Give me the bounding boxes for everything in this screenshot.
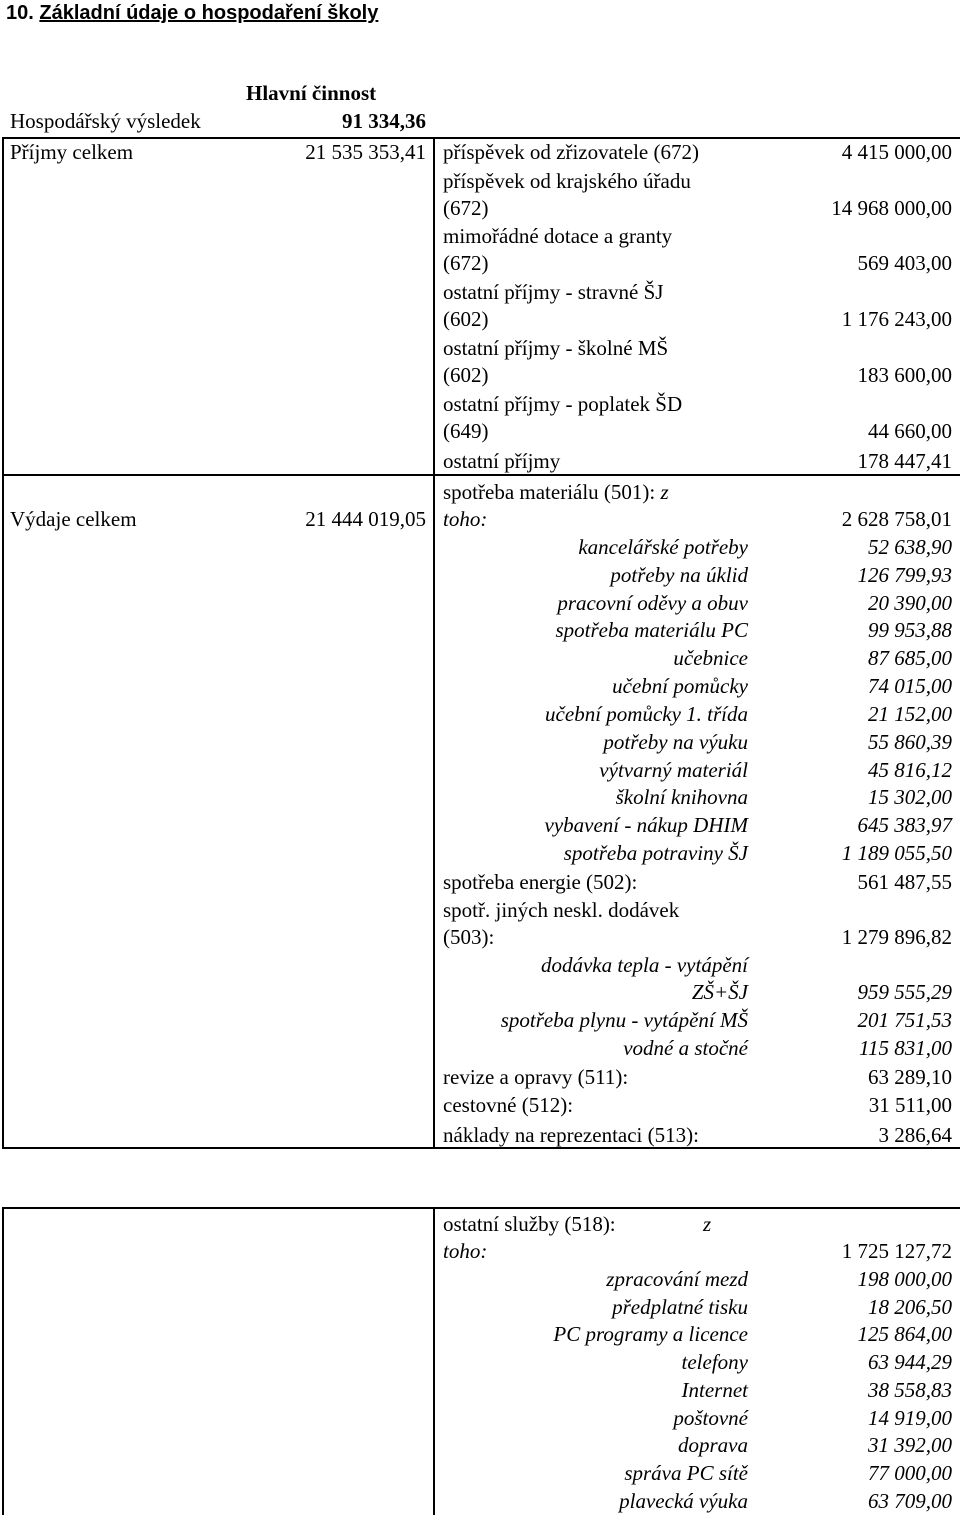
services-label: ostatní služby (518):: [443, 1212, 616, 1236]
water-label: vodné a stočné: [623, 1036, 748, 1060]
services-item-value: 198 000,00: [857, 1267, 952, 1291]
income-total: 21 535 353,41: [305, 140, 426, 164]
material-item-value: 99 953,88: [868, 618, 952, 642]
section-title: [6, 0, 378, 26]
material-item-value: 1 189 055,50: [841, 841, 952, 865]
services-item-label: správa PC sítě: [624, 1461, 748, 1485]
material-item-label: vybavení - nákup DHIM: [544, 813, 748, 837]
services-item-label: plavecká výuka: [619, 1489, 748, 1513]
table2-top-border: [2, 1207, 960, 1209]
table2-left-border: [2, 1207, 4, 1515]
income-item-label: ostatní příjmy - stravné ŠJ: [443, 280, 664, 304]
energy-label: spotřeba energie (502):: [443, 870, 638, 894]
energy-value: 561 487,55: [857, 870, 952, 894]
heating-label: dodávka tepla - vytápění: [540, 953, 748, 977]
material-item-value: 15 302,00: [868, 785, 952, 809]
services-item-label: zpracování mezd: [606, 1267, 748, 1291]
material-item-label: potřeby na úklid: [610, 563, 748, 587]
material-item-label: učebnice: [673, 646, 748, 670]
material-toho: toho:: [443, 507, 488, 531]
services-item-label: telefony: [681, 1350, 748, 1374]
other-supplies-label: spotř. jiných neskl. dodávek: [443, 898, 680, 922]
gas-value: 201 751,53: [857, 1008, 952, 1032]
income-item-code: (649): [443, 419, 489, 443]
services-item-value: 31 392,00: [868, 1433, 952, 1457]
material-item-value: 45 816,12: [868, 758, 952, 782]
services-item-value: 63 944,29: [868, 1350, 952, 1374]
material-item-label: potřeby na výuku: [603, 730, 748, 754]
services-item-label: PC programy a licence: [553, 1322, 748, 1346]
material-item-value: 87 685,00: [868, 646, 952, 670]
table-column-divider: [433, 137, 435, 1149]
material-item-value: 126 799,93: [857, 563, 952, 587]
material-item-value: 21 152,00: [868, 702, 952, 726]
income-item-value: 44 660,00: [868, 419, 952, 443]
income-label: Příjmy celkem: [10, 140, 134, 164]
income-item-code: (672): [443, 196, 489, 220]
gas-label: spotřeba plynu - vytápění MŠ: [500, 1008, 748, 1032]
income-item-value: 4 415 000,00: [841, 140, 952, 164]
travel-value: 31 511,00: [868, 1093, 952, 1117]
income-item-label: ostatní příjmy - školné MŠ: [443, 336, 669, 360]
income-item-code: (602): [443, 307, 489, 331]
services-item-value: 14 919,00: [868, 1406, 952, 1430]
result-label: Hospodářský výsledek: [10, 109, 201, 133]
income-item-label: příspěvek od zřizovatele (672): [443, 140, 699, 164]
material-item-value: 645 383,97: [857, 813, 952, 837]
section-title-text: Základní údaje o hospodaření školy: [39, 2, 379, 24]
main-activity-header: Hlavní činnost: [246, 81, 377, 105]
services-item-value: 77 000,00: [868, 1461, 952, 1485]
services-item-value: 38 558,83: [868, 1378, 952, 1402]
travel-label: cestovné (512):: [443, 1093, 574, 1117]
services-item-label: Internet: [681, 1378, 748, 1402]
income-item-code: (672): [443, 251, 489, 275]
heating-label-2: ZŠ+ŠJ: [691, 980, 748, 1004]
material-item-value: 74 015,00: [868, 674, 952, 698]
representation-label: náklady na reprezentaci (513):: [443, 1123, 699, 1147]
material-item-label: pracovní oděvy a obuv: [557, 591, 748, 615]
material-value: 2 628 758,01: [841, 507, 952, 531]
services-value: 1 725 127,72: [841, 1239, 952, 1263]
income-item-value: 178 447,41: [857, 449, 952, 473]
section-number: 10.: [6, 2, 34, 24]
repairs-value: 63 289,10: [868, 1065, 952, 1089]
services-z: z: [703, 1212, 712, 1236]
other-supplies-code: (503):: [443, 925, 495, 949]
other-supplies-value: 1 279 896,82: [841, 925, 952, 949]
material-item-label: učební pomůcky: [612, 674, 748, 698]
income-item-value: 1 176 243,00: [841, 307, 952, 331]
material-item-label: spotřeba materiálu PC: [555, 618, 748, 642]
income-item-label: ostatní příjmy - poplatek ŠD: [443, 392, 683, 416]
services-item-value: 63 709,00: [868, 1489, 952, 1513]
income-item-value: 14 968 000,00: [831, 196, 952, 220]
material-label: spotřeba materiálu (501): z: [443, 480, 669, 504]
income-item-label: příspěvek od krajského úřadu: [443, 169, 691, 193]
services-item-label: předplatné tisku: [612, 1295, 748, 1319]
expenses-total: 21 444 019,05: [305, 507, 426, 531]
result-value: 91 334,36: [342, 109, 426, 133]
material-item-value: 20 390,00: [868, 591, 952, 615]
material-item-label: učební pomůcky 1. třída: [545, 702, 748, 726]
services-item-label: doprava: [678, 1433, 748, 1457]
table-left-border: [2, 137, 4, 1149]
services-item-label: poštovné: [673, 1406, 748, 1430]
material-item-value: 52 638,90: [868, 535, 952, 559]
material-item-label: spotřeba potraviny ŠJ: [563, 841, 748, 865]
income-item-label: ostatní příjmy: [443, 449, 561, 473]
income-item-value: 569 403,00: [857, 251, 952, 275]
repairs-label: revize a opravy (511):: [443, 1065, 629, 1089]
material-item-value: 55 860,39: [868, 730, 952, 754]
water-value: 115 831,00: [859, 1036, 952, 1060]
material-item-label: školní knihovna: [615, 785, 748, 809]
expenses-label: Výdaje celkem: [10, 507, 137, 531]
heating-value: 959 555,29: [857, 980, 952, 1004]
material-item-label: kancelářské potřeby: [578, 535, 748, 559]
services-item-value: 125 864,00: [857, 1322, 952, 1346]
income-item-label: mimořádné dotace a granty: [443, 224, 673, 248]
material-item-label: výtvarný materiál: [599, 758, 748, 782]
table2-column-divider: [433, 1207, 435, 1515]
income-item-code: (602): [443, 363, 489, 387]
table-row-divider: [2, 474, 960, 476]
representation-value: 3 286,64: [878, 1123, 952, 1147]
services-item-value: 18 206,50: [868, 1295, 952, 1319]
income-item-value: 183 600,00: [857, 363, 952, 387]
services-toho: toho:: [443, 1239, 488, 1263]
